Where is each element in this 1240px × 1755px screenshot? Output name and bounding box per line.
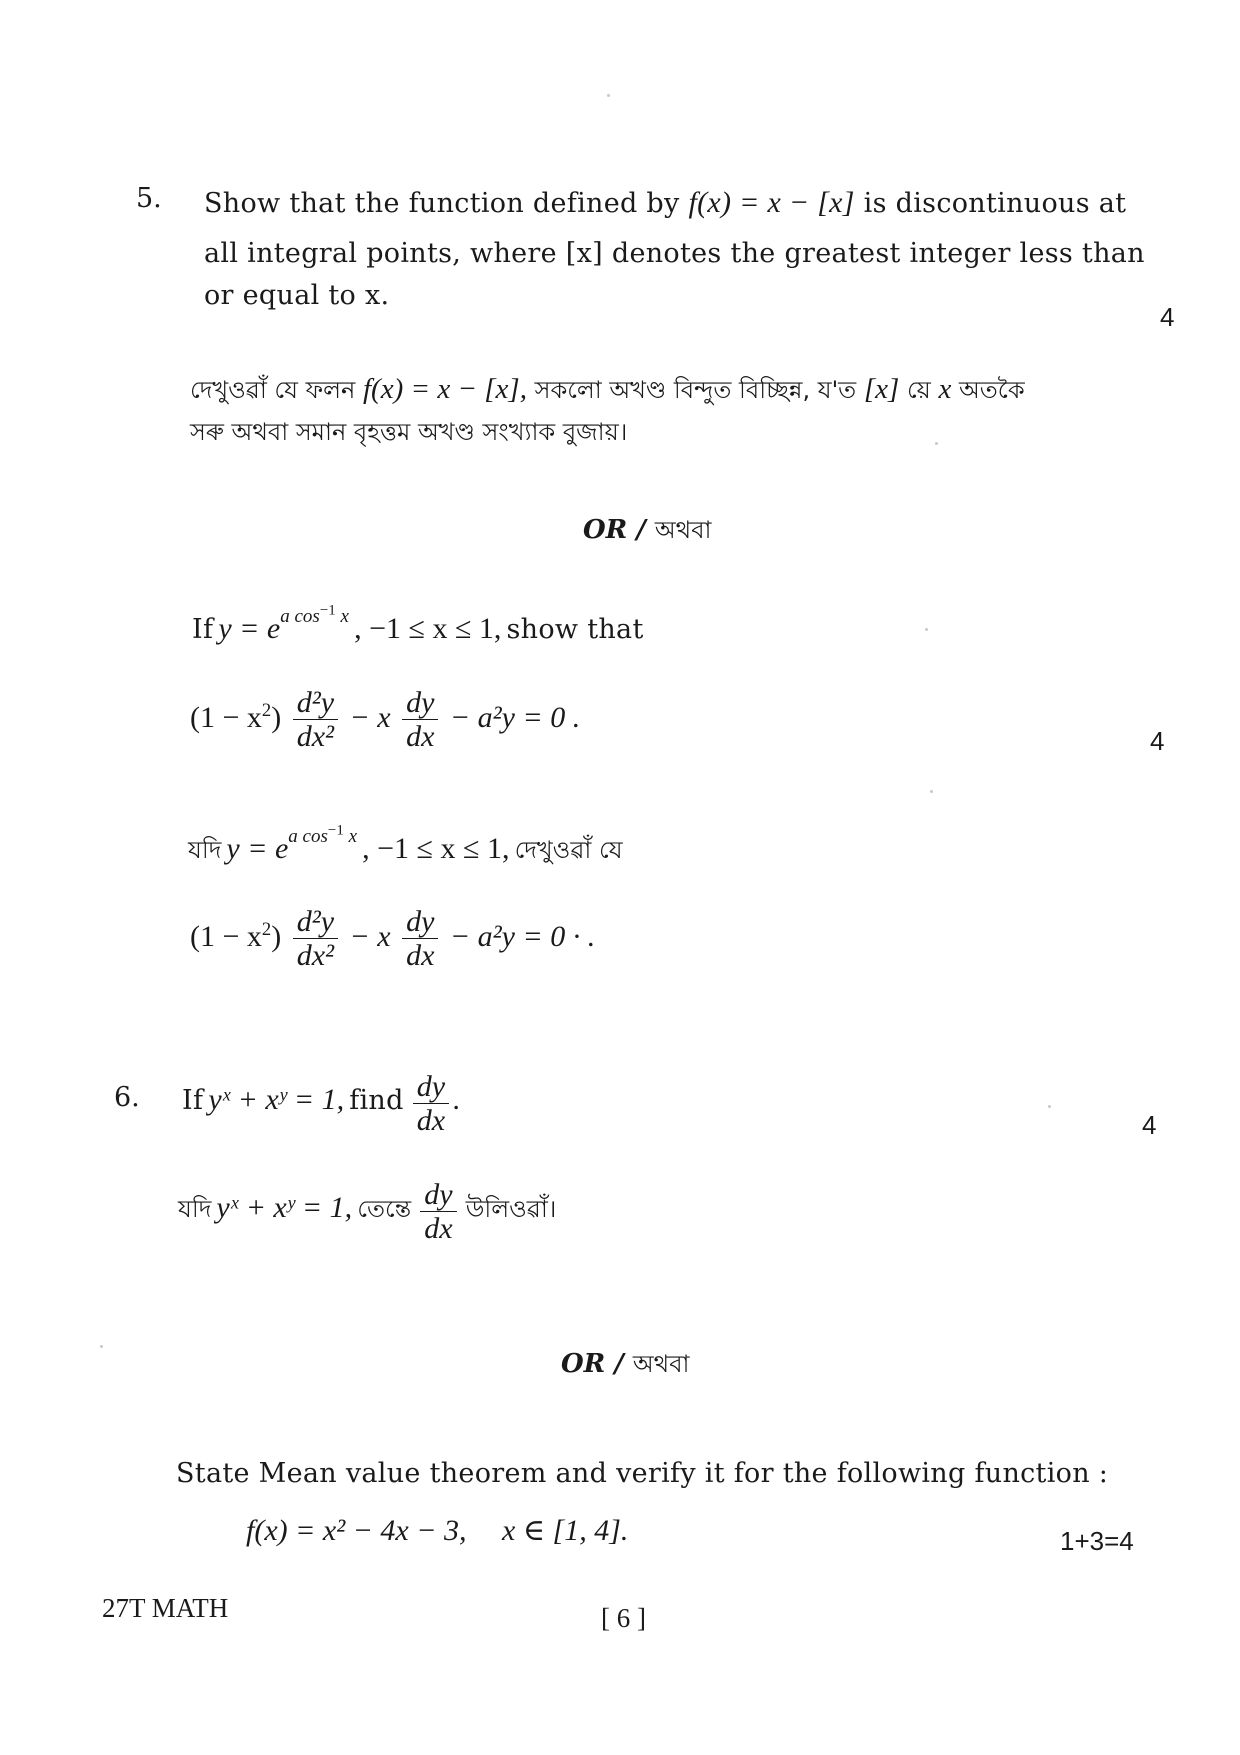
scan-speck (930, 790, 933, 793)
q5-or-statement: If $y = e^{a cos^{-1} x}$ , −1 ≤ x ≤ 1, show that (192, 602, 644, 645)
q5-marks: 4 (1160, 302, 1175, 332)
paper-code: 27T MATH (102, 1593, 229, 1623)
q5-or-marks: 4 (1150, 726, 1165, 756)
question-number: 5. (136, 183, 162, 214)
q5-text-bn-line1: দেখুওৱাঁ যে ফলন f(x) = x − [x], সকলো অখণ্ড বিন্দুত বিচ্ছিন্ন, য'ত [x] য়ে x অতকৈ (190, 373, 1025, 405)
q6-or-function: f(x) = x² − 4x − 3, x ∈ [1, 4]. (246, 1514, 629, 1547)
q6-or-marks: 1+3=4 (1060, 1526, 1134, 1556)
q5-or-differential-equation-bn: $(1 - x^2)$ $\frac{\text{d²y}}{\text{dx²}}$ − x $\frac{dy}{dx}$ − a²y = 0 · . (190, 905, 596, 972)
q6-statement: If yˣ + xʸ = 1, find $\frac{dy}{dx}$ . (182, 1070, 461, 1137)
scan-speck (1048, 1105, 1051, 1108)
q6-or-statement: State Mean value theorem and verify it for the following function : (176, 1458, 1109, 1489)
or-separator: OR / অথবা (583, 515, 712, 545)
q5-or-differential-equation: $(1 - x^2)$ $\frac{\text{d²y}}{\text{dx²}}$ − x $\frac{dy}{dx}$ − a²y = 0 . (190, 686, 581, 753)
q5-text-line2: all integral points, where [x] denotes the greatest integer less than (204, 238, 1145, 269)
q5-text-line1: Show that the function defined by f(x) = x − [x] is discontinuous at (204, 186, 1127, 219)
scan-speck (925, 628, 928, 631)
question-number: 6. (114, 1082, 140, 1113)
scan-speck (100, 1345, 103, 1348)
q5-or-statement-bn: যদি $y = e^{a cos^{-1} x}$ , −1 ≤ x ≤ 1, দেখুওৱাঁ যে (188, 822, 623, 865)
scan-speck (935, 442, 938, 445)
q5-function: f(x) = x − [x] (688, 186, 855, 219)
page-number: [ 6 ] (601, 1603, 646, 1633)
q5-text-bn-line2: সৰু অথবা সমান বৃহত্তম অখণ্ড সংখ্যাক বুজায়। (190, 418, 628, 446)
q6-statement-bn: যদি yˣ + xʸ = 1, তেন্তে $\frac{dy}{dx}$ উলিওৱাঁ। (178, 1178, 557, 1245)
q5-text-line3: or equal to x. (204, 280, 390, 311)
or-separator: OR / অথবা (561, 1349, 690, 1379)
q6-marks: 4 (1142, 1110, 1157, 1140)
scan-speck (607, 94, 610, 97)
